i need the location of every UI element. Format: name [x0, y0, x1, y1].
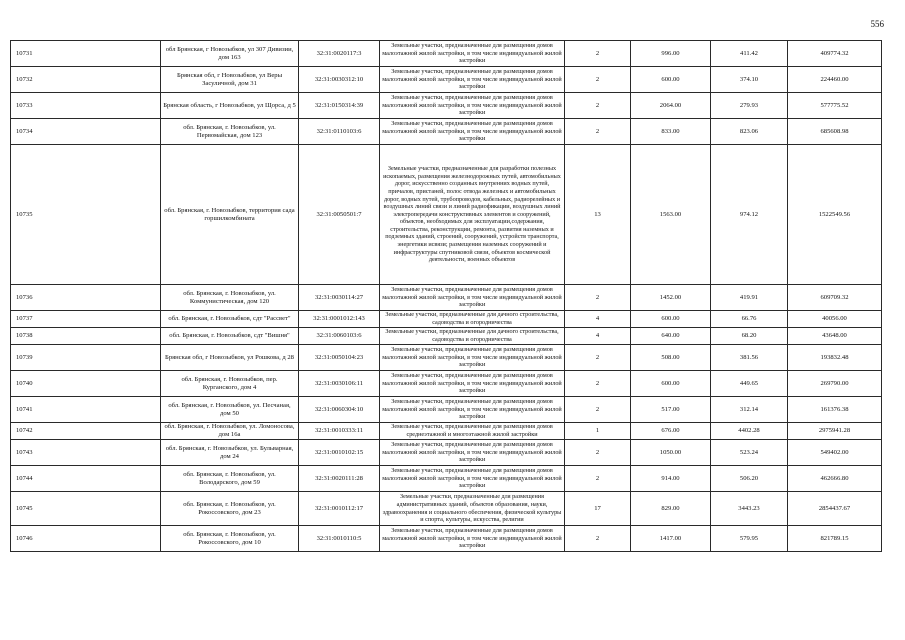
address-cell: обл. Брянская, г. Новозыбков, пер. Курганского, дом 4 — [161, 371, 299, 397]
area-cell: 1417.00 — [631, 526, 711, 552]
row-number-cell: 10742 — [11, 423, 161, 440]
specific-value-cell: 523.24 — [711, 440, 788, 466]
cadastral-number-cell: 32:31:0060304:10 — [299, 397, 380, 423]
table-row — [11, 93, 882, 119]
row-number-cell: 10739 — [11, 345, 161, 371]
group-number-cell: 2 — [565, 397, 631, 423]
cadastral-number-cell: 32:31:0001012:143 — [299, 311, 380, 328]
table-row — [11, 492, 882, 526]
cadastral-value-cell: 577775.52 — [788, 93, 882, 119]
land-use-cell: Земельные участки, предназначенные для размещения домов малоэтажной жилой застройки, в том числе индивидуальной жилой застройки — [380, 41, 565, 67]
area-cell: 1563.00 — [631, 145, 711, 285]
row-number-cell: 10740 — [11, 371, 161, 397]
address-cell: обл. Брянская, г. Новозыбков, ул. Песчаная, дом 50 — [161, 397, 299, 423]
cadastral-value-cell: 40056.00 — [788, 311, 882, 328]
area-cell: 508.00 — [631, 345, 711, 371]
address-cell: обл. Брянская, г. Новозыбков, сдт "Вишня" — [161, 328, 299, 345]
cadastral-value-cell: 224460.00 — [788, 67, 882, 93]
address-cell: обл. Брянская, г. Новозыбков, ул. Ломоносова, дом 16а — [161, 423, 299, 440]
address-cell: обл. Брянская, г. Новозыбков, ул. Рокоссовского, дом 23 — [161, 492, 299, 526]
land-use-cell: Земельные участки, предназначенные для дачного строительства, садоводства и огородничества — [380, 311, 565, 328]
land-use-cell: Земельные участки, предназначенные для размещения домов среднеэтажной и многоэтажной жилой застройки — [380, 423, 565, 440]
land-use-cell: Земельные участки, предназначенные для размещения домов малоэтажной жилой застройки, в том числе индивидуальной жилой застройки — [380, 93, 565, 119]
table-row — [11, 119, 882, 145]
cadastral-number-cell: 32:31:0050501:7 — [299, 145, 380, 285]
group-number-cell: 2 — [565, 67, 631, 93]
row-number-cell: 10744 — [11, 466, 161, 492]
row-number-cell: 10743 — [11, 440, 161, 466]
area-cell: 996.00 — [631, 41, 711, 67]
table-row — [11, 41, 882, 67]
row-number-cell: 10737 — [11, 311, 161, 328]
land-use-cell: Земельные участки, предназначенные для разработки полезных ископаемых, размещения железнодорожных путей, автомобильных дорог, искусственно созданных внутренних водных путей, причалов, пристаней, полос отвода железных и автомобильных дорог, водных путей, трубопроводов, кабельных, радиорелейных и воздушных линий связи и линий радиофикации, воздушных линий электропередачи конструктивных элементов и сооружений, объектов, необходимых для эксплуатации,содержания, строительства, реконструкции, ремонта, развития наземных и подземных зданий, строений, сооружений, устройств транспорта, энергетики исвязи; размещения наземных сооружений и инфраструктуры спутниковой связи, объектов космической деятельности, военных объектов — [380, 145, 565, 285]
cadastral-value-cell: 161376.38 — [788, 397, 882, 423]
group-number-cell: 13 — [565, 145, 631, 285]
area-cell: 600.00 — [631, 67, 711, 93]
specific-value-cell: 68.20 — [711, 328, 788, 345]
area-cell: 833.00 — [631, 119, 711, 145]
specific-value-cell: 66.76 — [711, 311, 788, 328]
group-number-cell: 2 — [565, 440, 631, 466]
cadastral-value-cell: 193832.48 — [788, 345, 882, 371]
group-number-cell: 2 — [565, 371, 631, 397]
cadastral-number-cell: 32:31:0030114:27 — [299, 285, 380, 311]
table-row — [11, 526, 882, 552]
cadastral-number-cell: 32:31:0030312:10 — [299, 67, 380, 93]
area-cell: 1452.00 — [631, 285, 711, 311]
specific-value-cell: 579.95 — [711, 526, 788, 552]
land-use-cell: Земельные участки, предназначенные для размещения домов малоэтажной жилой застройки, в том числе индивидуальной жилой застройки — [380, 345, 565, 371]
cadastral-number-cell: 32:31:0020117:3 — [299, 41, 380, 67]
group-number-cell: 2 — [565, 93, 631, 119]
cadastral-value-cell: 1522549.56 — [788, 145, 882, 285]
group-number-cell: 2 — [565, 466, 631, 492]
address-cell: Брянская область, г Новозыбков, ул Щорса, д 5 — [161, 93, 299, 119]
specific-value-cell: 381.56 — [711, 345, 788, 371]
area-cell: 600.00 — [631, 371, 711, 397]
cadastral-number-cell: 32:31:0150314:39 — [299, 93, 380, 119]
specific-value-cell: 411.42 — [711, 41, 788, 67]
row-number-cell: 10732 — [11, 67, 161, 93]
cadastral-number-cell: 32:31:0030106:11 — [299, 371, 380, 397]
area-cell: 600.00 — [631, 311, 711, 328]
cadastral-number-cell: 32:31:0010110:5 — [299, 526, 380, 552]
row-number-cell: 10745 — [11, 492, 161, 526]
table-row — [11, 328, 882, 345]
address-cell: обл. Брянская, г. Новозыбков, сдт "Рассвет" — [161, 311, 299, 328]
area-cell: 914.00 — [631, 466, 711, 492]
group-number-cell: 4 — [565, 328, 631, 345]
group-number-cell: 1 — [565, 423, 631, 440]
group-number-cell: 2 — [565, 526, 631, 552]
land-use-cell: Земельные участки, предназначенные для размещения административных зданий, объектов образования, науки, здравоохранения и социального обеспечения, физической культуры и спорта, культуры, искусства, религии — [380, 492, 565, 526]
row-number-cell: 10736 — [11, 285, 161, 311]
land-use-cell: Земельные участки, предназначенные для размещения домов малоэтажной жилой застройки, в том числе индивидуальной жилой застройки — [380, 67, 565, 93]
row-number-cell: 10738 — [11, 328, 161, 345]
area-cell: 829.00 — [631, 492, 711, 526]
row-number-cell: 10746 — [11, 526, 161, 552]
table-row — [11, 423, 882, 440]
specific-value-cell: 974.12 — [711, 145, 788, 285]
specific-value-cell: 823.06 — [711, 119, 788, 145]
specific-value-cell: 449.65 — [711, 371, 788, 397]
table-row — [11, 466, 882, 492]
land-use-cell: Земельные участки, предназначенные для размещения домов малоэтажной жилой застройки, в том числе индивидуальной жилой застройки — [380, 397, 565, 423]
table-row — [11, 285, 882, 311]
group-number-cell: 2 — [565, 119, 631, 145]
table-row — [11, 371, 882, 397]
address-cell: обл. Брянская, г. Новозыбков, ул. Рокоссовского, дом 10 — [161, 526, 299, 552]
area-cell: 640.00 — [631, 328, 711, 345]
cadastral-value-table — [10, 40, 882, 552]
cadastral-value-cell: 821789.15 — [788, 526, 882, 552]
cadastral-value-cell: 2975941.28 — [788, 423, 882, 440]
cadastral-value-cell: 549402.00 — [788, 440, 882, 466]
address-cell: Брянская обл, г Новозыбков, ул Рошкова, д 28 — [161, 345, 299, 371]
cadastral-number-cell: 32:31:0050104:23 — [299, 345, 380, 371]
area-cell: 2064.00 — [631, 93, 711, 119]
cadastral-number-cell: 32:31:0060103:6 — [299, 328, 380, 345]
land-use-cell: Земельные участки, предназначенные для размещения домов малоэтажной жилой застройки, в том числе индивидуальной жилой застройки — [380, 466, 565, 492]
row-number-cell: 10734 — [11, 119, 161, 145]
row-number-cell: 10741 — [11, 397, 161, 423]
area-cell: 676.00 — [631, 423, 711, 440]
row-number-cell: 10731 — [11, 41, 161, 67]
land-use-cell: Земельные участки, предназначенные для размещения домов малоэтажной жилой застройки, в том числе индивидуальной жилой застройки — [380, 371, 565, 397]
table-row — [11, 145, 882, 285]
cadastral-value-cell: 2854437.67 — [788, 492, 882, 526]
cadastral-value-cell: 685608.98 — [788, 119, 882, 145]
specific-value-cell: 374.10 — [711, 67, 788, 93]
land-use-cell: Земельные участки, предназначенные для размещения домов малоэтажной жилой застройки, в том числе индивидуальной жилой застройки — [380, 285, 565, 311]
area-cell: 517.00 — [631, 397, 711, 423]
group-number-cell: 2 — [565, 345, 631, 371]
cadastral-value-cell: 462666.80 — [788, 466, 882, 492]
group-number-cell: 17 — [565, 492, 631, 526]
cadastral-value-cell: 269790.00 — [788, 371, 882, 397]
row-number-cell: 10733 — [11, 93, 161, 119]
address-cell: обл. Брянская, г. Новозыбков, территория сада горшилкомбината — [161, 145, 299, 285]
group-number-cell: 2 — [565, 41, 631, 67]
cadastral-value-cell: 43648.00 — [788, 328, 882, 345]
table-row — [11, 345, 882, 371]
area-cell: 1050.00 — [631, 440, 711, 466]
cadastral-value-cell: 609709.32 — [788, 285, 882, 311]
land-use-cell: Земельные участки, предназначенные для размещения домов малоэтажной жилой застройки, в том числе индивидуальной жилой застройки — [380, 526, 565, 552]
group-number-cell: 4 — [565, 311, 631, 328]
specific-value-cell: 419.91 — [711, 285, 788, 311]
land-use-cell: Земельные участки, предназначенные для размещения домов малоэтажной жилой застройки, в том числе индивидуальной жилой застройки — [380, 119, 565, 145]
address-cell: обл. Брянская, г. Новозыбков, ул. Бульварная, дом 24 — [161, 440, 299, 466]
group-number-cell: 2 — [565, 285, 631, 311]
address-cell: Брянская обл, г Новозыбков, ул Веры Засуличной, дом 31 — [161, 67, 299, 93]
cadastral-number-cell: 32:31:0110103:6 — [299, 119, 380, 145]
cadastral-number-cell: 32:31:0010112:17 — [299, 492, 380, 526]
page-number: 556 — [870, 19, 884, 29]
table-row — [11, 440, 882, 466]
table-row — [11, 311, 882, 328]
address-cell: обл. Брянская, г. Новозыбков, ул. Володарского, дом 59 — [161, 466, 299, 492]
address-cell: обл. Брянская, г. Новозыбков, ул. Коммунистическая, дом 120 — [161, 285, 299, 311]
cadastral-value-cell: 409774.32 — [788, 41, 882, 67]
land-use-cell: Земельные участки, предназначенные для дачного строительства, садоводства и огородничества — [380, 328, 565, 345]
specific-value-cell: 506.20 — [711, 466, 788, 492]
table-row — [11, 397, 882, 423]
specific-value-cell: 312.14 — [711, 397, 788, 423]
table-row — [11, 67, 882, 93]
cadastral-number-cell: 32:31:0020111:28 — [299, 466, 380, 492]
table-body — [11, 41, 882, 552]
cadastral-number-cell: 32:31:0010102:15 — [299, 440, 380, 466]
specific-value-cell: 279.93 — [711, 93, 788, 119]
land-use-cell: Земельные участки, предназначенные для размещения домов малоэтажной жилой застройки, в том числе индивидуальной жилой застройки — [380, 440, 565, 466]
address-cell: обл. Брянская, г. Новозыбков, ул. Первомайская, дом 123 — [161, 119, 299, 145]
specific-value-cell: 4402.28 — [711, 423, 788, 440]
row-number-cell: 10735 — [11, 145, 161, 285]
address-cell: обл Брянская, г Новозыбков, ул 307 Дивизии, дом 163 — [161, 41, 299, 67]
specific-value-cell: 3443.23 — [711, 492, 788, 526]
cadastral-number-cell: 32:31:0010333:11 — [299, 423, 380, 440]
